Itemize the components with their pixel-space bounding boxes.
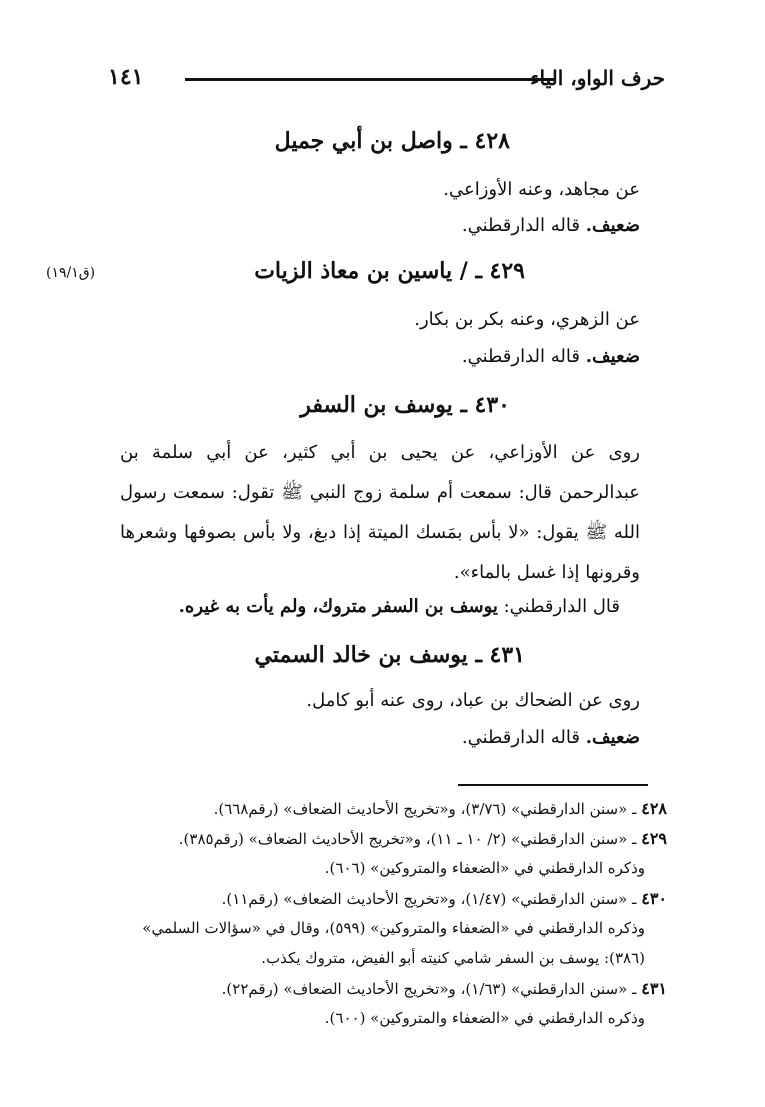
ruling-text: قاله الدارقطني. [461, 215, 586, 236]
entry-text-428: عن مجاهد، وعنه الأوزاعي. [443, 179, 640, 200]
footnote-line [142, 919, 645, 937]
footnote-line [222, 979, 667, 998]
entry-ruling-430 [179, 596, 620, 617]
ruling-prefix: قال الدارقطني: [497, 596, 620, 617]
footnote-text: وذكره الدارقطني في «الضعفاء والمتروكين» (٥٩٩)، وقال في «سؤالات السلمي» [142, 919, 645, 937]
entry-heading-428: ٤٢٨ ـ واصل بن أبي جميل [274, 128, 510, 154]
footnote-line [325, 1009, 645, 1027]
footnote-text: ـ «سنن الدارقطني» (٣/٧٦)، و«تخريج الأحاديث الضعاف» (رقم٦٦٨). [213, 800, 642, 818]
entry-heading-429: ٤٢٩ ـ / ياسين بن معاذ الزيات [254, 258, 525, 284]
ruling-text: قاله الدارقطني. [461, 346, 586, 367]
ruling-bold: يوسف بن السفر متروك، ولم يأت به غيره. [178, 596, 498, 617]
ruling-text: قاله الدارقطني. [461, 727, 586, 748]
footnote-rule [458, 784, 648, 786]
entry-ruling-431 [462, 727, 640, 748]
footnote-text: ـ «سنن الدارقطني» (١/٤٧)، و«تخريج الأحاديث الضعاف» (رقم١١). [221, 890, 642, 908]
ruling-bold: ضعيف. [585, 346, 640, 367]
footnote-line [179, 829, 667, 848]
footnote-line [214, 799, 667, 818]
running-header-title: حرف الواو، الياء [530, 66, 665, 90]
page-number: ١٤١ [108, 64, 144, 90]
header-rule [185, 78, 555, 81]
footnote-text: ـ «سنن الدارقطني» (١/٦٣)، و«تخريج الأحاديث الضعاف» (رقم٢٢). [221, 980, 642, 998]
footnote-number: ٤٣١ [641, 979, 667, 998]
footnote-text: (٣٨٦): يوسف بن السفر شامي كنيته أبو الفيض، متروك يكذب. [261, 949, 645, 967]
entry-text-431: روى عن الضحاك بن عباد، روى عنه أبو كامل. [306, 690, 640, 711]
footnote-number: ٤٢٨ [641, 799, 667, 818]
footnote-text: وذكره الدارقطني في «الضعفاء والمتروكين» (٦٠٠). [324, 1009, 645, 1027]
entry-text-429: عن الزهري، وعنه بكر بن بكار. [414, 309, 640, 330]
footnote-line [261, 949, 645, 967]
entry-heading-430: ٤٣٠ ـ يوسف بن السفر [300, 392, 510, 418]
entry-paragraph-430: روى عن الأوزاعي، عن يحيى بن أبي كثير، عن أبي سلمة بن عبدالرحمن قال: سمعت أم سلمة زوج النبي ﷺ تقول: سمعت رسول الله ﷺ يقول: «لا بأس بمَسك الميتة إذا دبغ، ولا بأس بصوفها وشعرها وقرونها إذا غسل بالماء». [120, 442, 640, 583]
footnote-text: وذكره الدارقطني في «الضعفاء والمتروكين» (٦٠٦). [324, 859, 645, 877]
entry-heading-431: ٤٣١ ـ يوسف بن خالد السمتي [254, 642, 525, 668]
footnote-line [325, 859, 645, 877]
footnote-line [222, 889, 667, 908]
footnote-number: ٤٢٩ [641, 829, 667, 848]
ruling-bold: ضعيف. [585, 727, 640, 748]
entry-ruling-429 [462, 346, 640, 367]
footnote-text: ـ «سنن الدارقطني» (٢/ ١٠ ـ ١١)، و«تخريج الأحاديث الضعاف» (رقم٣٨٥). [178, 830, 642, 848]
entry-ruling-428 [462, 215, 640, 236]
margin-manuscript-ref: (ق١٩/١) [46, 265, 96, 281]
ruling-bold: ضعيف. [585, 215, 640, 236]
footnote-number: ٤٣٠ [641, 889, 667, 908]
